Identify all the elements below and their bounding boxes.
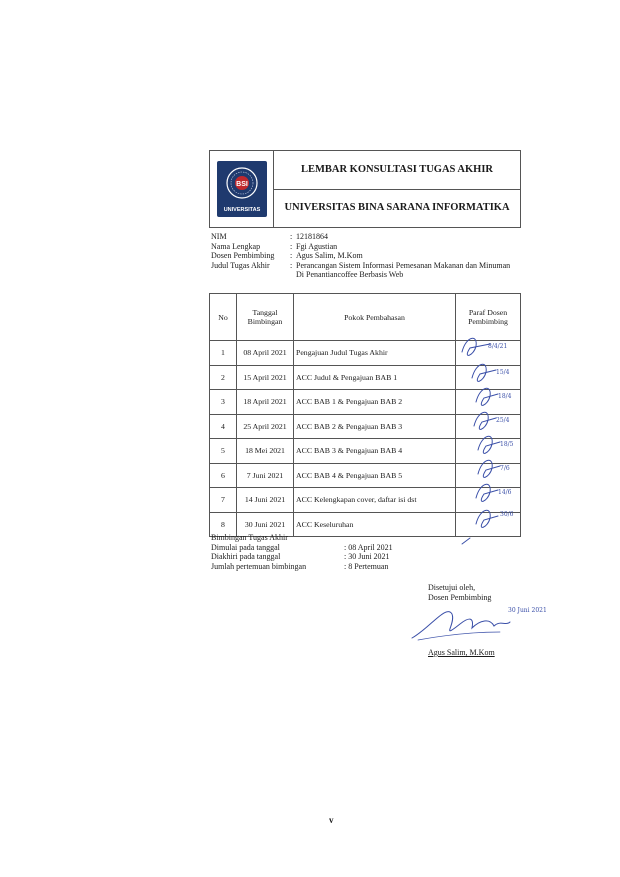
separator: : — [290, 241, 293, 251]
logo-caption: UNIVERSITAS — [223, 207, 261, 213]
approver-role: Dosen Pembimbing — [428, 592, 492, 602]
paraf-date: 30/6 — [500, 511, 514, 518]
row-date: 14 Juni 2021 — [237, 488, 294, 513]
paraf-signature-icon — [462, 338, 507, 355]
university-name: UNIVERSITAS BINA SARANA INFORMATIKA — [284, 202, 510, 213]
header-date: Tanggal Bimbingan — [237, 294, 294, 341]
separator: : — [290, 260, 293, 270]
paraf-signature-icon — [478, 436, 514, 453]
row-date: 30 Juni 2021 — [237, 512, 294, 537]
paraf-date: 14/6 — [498, 489, 512, 496]
advisor-value: Agus Salim, M.Kom — [296, 251, 363, 261]
paraf-date: 15/4 — [496, 369, 510, 376]
thesis-label: Judul Tugas Akhir — [211, 260, 270, 270]
approver-signature-icon — [412, 607, 547, 640]
header-topic: Pokok Pembahasan — [294, 294, 456, 341]
row-date: 15 April 2021 — [237, 365, 294, 390]
paraf-signature-icon — [474, 412, 510, 429]
paraf-signature-icon — [476, 388, 512, 405]
row-no: 7 — [210, 488, 237, 513]
row-date: 18 Mei 2021 — [237, 439, 294, 464]
row-topic: ACC Kelengkapan cover, daftar isi dst — [294, 488, 456, 513]
summary-heading: Bimbingan Tugas Akhir — [211, 533, 288, 542]
row-topic: ACC BAB 3 & Pengajuan BAB 4 — [294, 439, 456, 464]
paraf-signature-icon — [478, 460, 510, 477]
advisor-label: Dosen Pembimbing — [211, 251, 275, 261]
page-mark: v — [329, 815, 334, 825]
header-signature: Paraf Dosen Pembimbing — [456, 294, 521, 341]
name-value: Fgi Agustian — [296, 241, 338, 251]
row-date: 08 April 2021 — [237, 341, 294, 366]
header-no: No — [210, 294, 237, 341]
row-topic: ACC Keseluruhan — [294, 512, 456, 537]
thesis-value: Perancangan Sistem Informasi Pemesanan Makanan dan Minuman Di Penantiancoffee Berbasis Web — [296, 260, 511, 280]
row-no: 5 — [210, 439, 237, 464]
paraf-date: 7/6 — [500, 465, 510, 472]
row-no: 3 — [210, 390, 237, 415]
row-date: 25 April 2021 — [237, 414, 294, 439]
row-topic: Pengajuan Judul Tugas Akhir — [294, 341, 456, 366]
row-no: 2 — [210, 365, 237, 390]
paraf-date: 18/5 — [500, 441, 514, 448]
separator: : — [290, 251, 293, 261]
approved-by-label: Disetujui oleh, — [428, 583, 476, 592]
end-value: : 30 Juni 2021 — [344, 552, 390, 562]
row-topic: ACC BAB 1 & Pengajuan BAB 2 — [294, 390, 456, 415]
row-no: 4 — [210, 414, 237, 439]
svg-text:BSI: BSI — [236, 181, 248, 188]
row-topic: ACC BAB 2 & Pengajuan BAB 3 — [294, 414, 456, 439]
row-topic: ACC BAB 4 & Pengajuan BAB 5 — [294, 463, 456, 488]
row-no: 6 — [210, 463, 237, 488]
paraf-date: 18/4 — [498, 393, 512, 400]
handwritten-approval-date: 30 Juni 2021 — [508, 607, 547, 614]
row-topic: ACC Judul & Pengajuan BAB 1 — [294, 365, 456, 390]
nim-value: 12181864 — [296, 232, 328, 241]
name-label: Nama Lengkap — [211, 241, 261, 251]
paraf-signature-icon — [462, 510, 514, 544]
paraf-signature-icon — [472, 364, 510, 381]
row-date: 18 April 2021 — [237, 390, 294, 415]
paraf-date: 25/4 — [496, 417, 510, 424]
approver-name: Agus Salim, M.Kom — [428, 648, 495, 657]
start-label: Dimulai pada tanggal — [211, 542, 280, 552]
paraf-signature-icon — [476, 484, 512, 501]
row-date: 7 Juni 2021 — [237, 463, 294, 488]
form-title: LEMBAR KONSULTASI TUGAS AKHIR — [274, 151, 520, 190]
paraf-date: 8/4/21 — [488, 343, 508, 350]
row-no: 1 — [210, 341, 237, 366]
end-label: Diakhiri pada tanggal — [211, 552, 281, 562]
count-value: : 8 Pertemuan — [344, 561, 389, 571]
count-label: Jumlah pertemuan bimbingan — [211, 561, 307, 571]
separator: : — [290, 232, 293, 241]
nim-label: NIM — [211, 232, 227, 241]
row-no: 8 — [210, 512, 237, 537]
start-value: : 08 April 2021 — [344, 542, 393, 552]
